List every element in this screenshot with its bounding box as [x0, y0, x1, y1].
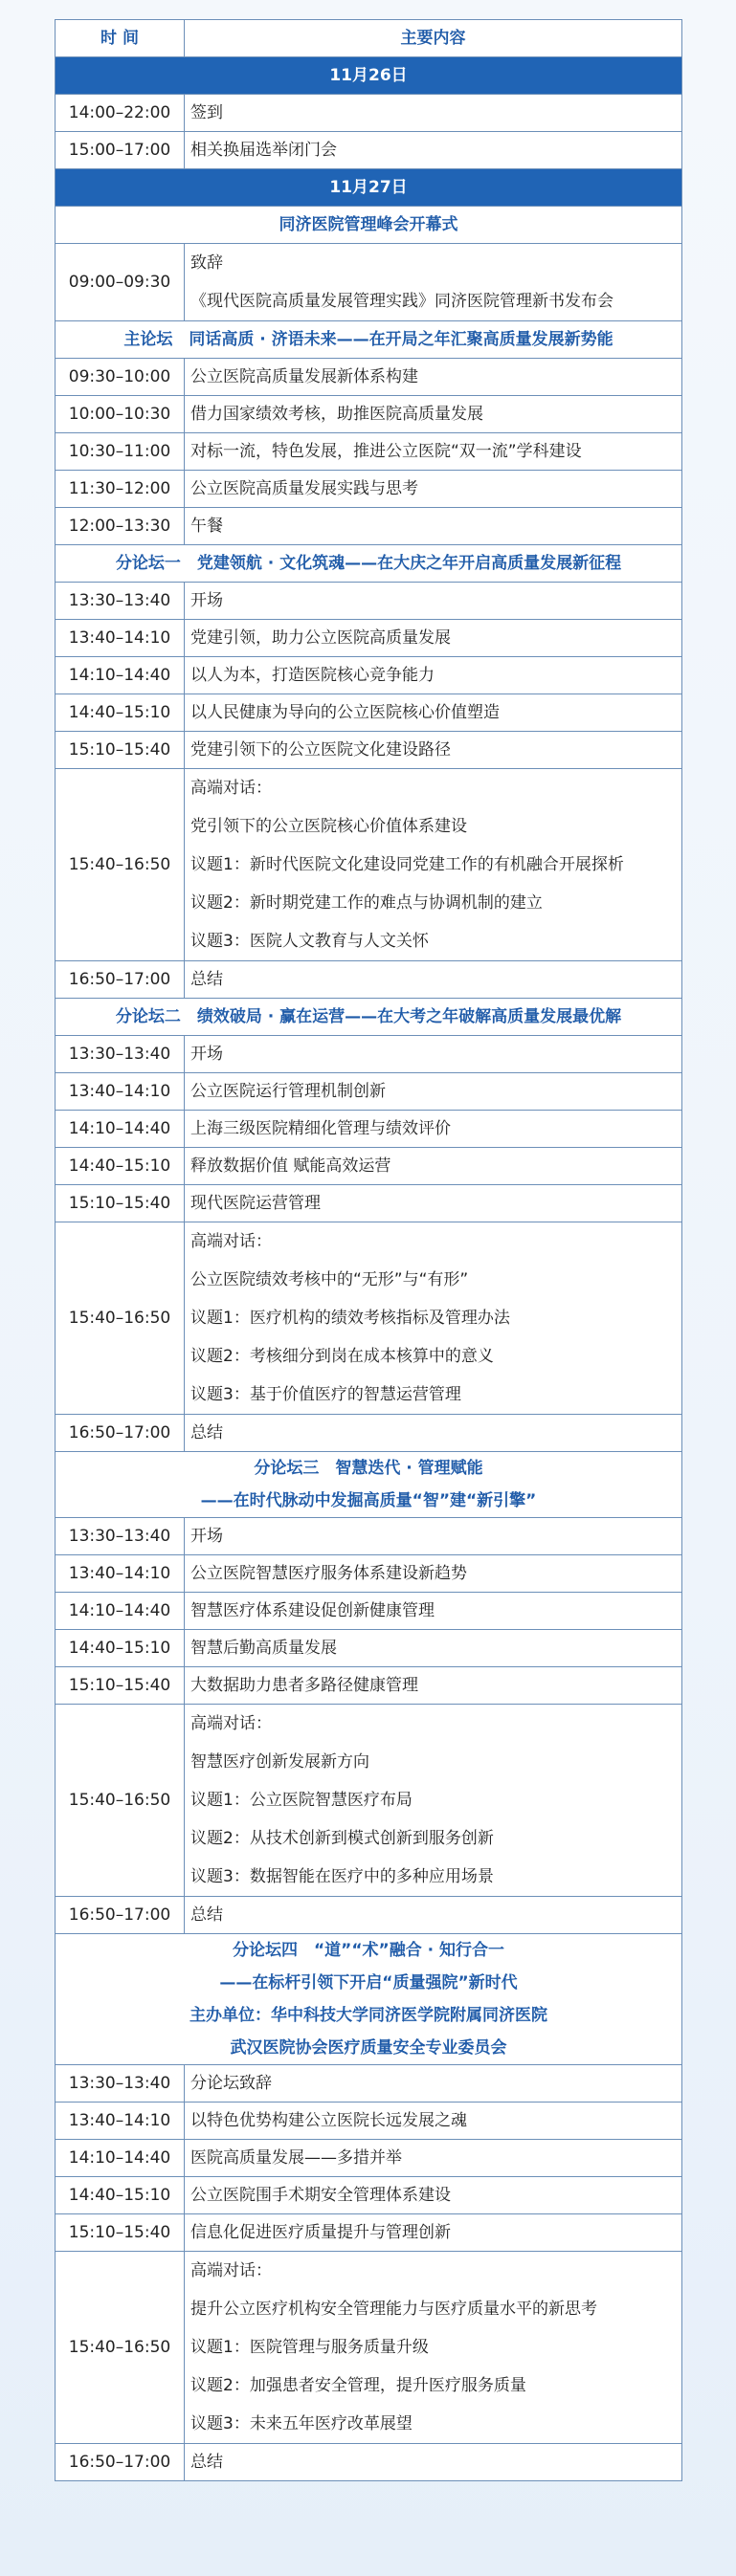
content-cell: 公立医院围手术期安全管理体系建设: [185, 2177, 682, 2214]
time-cell: 14:40–15:10: [56, 1630, 185, 1667]
table-row: [56, 132, 682, 169]
header-row: [56, 20, 682, 57]
table-row: [56, 1593, 682, 1630]
time-cell: 15:40–16:50: [56, 2252, 185, 2444]
section-title: 主论坛 同话高质 · 济语未来——在开局之年汇聚高质量发展新势能: [56, 321, 682, 359]
time-cell: 13:30–13:40: [56, 583, 185, 620]
table-row: [56, 2252, 682, 2444]
content-line: 高端对话：: [190, 2261, 272, 2280]
content-line: 议题1：医疗机构的绩效考核指标及管理办法: [190, 1309, 510, 1328]
content-cell: 总结: [185, 1415, 682, 1452]
content-cell: 智慧后勤高质量发展: [185, 1630, 682, 1667]
section-title: [56, 1934, 682, 2065]
day-label: 11月26日: [56, 57, 682, 95]
section-title-line: 分论坛四 “道”“术”融合 · 知行合一: [233, 1941, 504, 1960]
dialogue-cell: [185, 769, 682, 961]
content-cell: 总结: [185, 2444, 682, 2481]
content-cell: 以特色优势构建公立医院长远发展之魂: [185, 2103, 682, 2140]
dialogue-cell: [185, 1705, 682, 1897]
content-line: 高端对话：: [190, 1232, 272, 1251]
content-line: 议题3：医院人文教育与人文关怀: [190, 932, 429, 951]
content-line: 议题1：新时代医院文化建设同党建工作的有机融合开展探析: [190, 855, 624, 874]
header-time: 时 间: [56, 20, 185, 57]
table-row: [56, 1705, 682, 1897]
section-title: 分论坛二 绩效破局 · 赢在运营——在大考之年破解高质量发展最优解: [56, 999, 682, 1036]
table-row: [56, 694, 682, 732]
time-cell: 15:00–17:00: [56, 132, 185, 169]
time-cell: 14:10–14:40: [56, 1593, 185, 1630]
table-row: [56, 95, 682, 132]
time-cell: 15:10–15:40: [56, 1667, 185, 1705]
content-cell: 上海三级医院精细化管理与绩效评价: [185, 1111, 682, 1148]
content-cell: 现代医院运营管理: [185, 1185, 682, 1222]
time-cell: 16:50–17:00: [56, 1897, 185, 1934]
content-cell: 开场: [185, 1518, 682, 1555]
content-cell: 释放数据价值 赋能高效运营: [185, 1148, 682, 1185]
table-row: [56, 2103, 682, 2140]
section-title-line: ——在标杆引领下开启“质量强院”新时代: [219, 1973, 518, 1993]
time-cell: 10:00–10:30: [56, 396, 185, 433]
table-row: [56, 657, 682, 694]
table-row: [56, 471, 682, 508]
content-line: 高端对话：: [190, 779, 272, 798]
time-cell: 16:50–17:00: [56, 2444, 185, 2481]
content-cell: 党建引领下的公立医院文化建设路径: [185, 732, 682, 769]
table-row: [56, 508, 682, 545]
table-row: [56, 359, 682, 396]
time-cell: 13:30–13:40: [56, 1518, 185, 1555]
section-row: [56, 999, 682, 1036]
content-cell: 以人民健康为导向的公立医院核心价值塑造: [185, 694, 682, 732]
section-row: [56, 545, 682, 583]
table-row: [56, 2140, 682, 2177]
content-cell: 以人为本，打造医院核心竞争能力: [185, 657, 682, 694]
table-row: [56, 1111, 682, 1148]
time-cell: 15:10–15:40: [56, 732, 185, 769]
content-cell: 借力国家绩效考核，助推医院高质量发展: [185, 396, 682, 433]
content-cell: 总结: [185, 961, 682, 999]
table-row: [56, 1897, 682, 1934]
table-row: [56, 1185, 682, 1222]
content-line: 议题2：从技术创新到模式创新到服务创新: [190, 1829, 494, 1848]
table-row: [56, 583, 682, 620]
content-line: 高端对话：: [190, 1714, 272, 1733]
section-row: [56, 321, 682, 359]
time-cell: 11:30–12:00: [56, 471, 185, 508]
table-row: [56, 1148, 682, 1185]
section-title-line: ——在时代脉动中发掘高质量“智”建“新引擎”: [200, 1491, 537, 1510]
table-row: [56, 2065, 682, 2103]
content-line: 《现代医院高质量发展管理实践》同济医院管理新书发布会: [190, 292, 613, 311]
content-line: 智慧医疗创新发展新方向: [190, 1752, 369, 1772]
table-row: [56, 2214, 682, 2252]
time-cell: 12:00–13:30: [56, 508, 185, 545]
table-row: [56, 961, 682, 999]
time-cell: 13:40–14:10: [56, 620, 185, 657]
content-cell: 午餐: [185, 508, 682, 545]
section-title: 分论坛一 党建领航 · 文化筑魂——在大庆之年开启高质量发展新征程: [56, 545, 682, 583]
content-cell: 开场: [185, 1036, 682, 1073]
section-title: 同济医院管理峰会开幕式: [56, 207, 682, 244]
time-cell: 14:10–14:40: [56, 657, 185, 694]
table-row: [56, 396, 682, 433]
time-cell: 15:10–15:40: [56, 1185, 185, 1222]
time-cell: 09:00–09:30: [56, 244, 185, 321]
section-title: [56, 1452, 682, 1518]
day-row: [56, 169, 682, 207]
table-row: [56, 1222, 682, 1415]
time-cell: 15:10–15:40: [56, 2214, 185, 2252]
content-cell: 信息化促进医疗质量提升与管理创新: [185, 2214, 682, 2252]
section-row: [56, 1452, 682, 1518]
content-cell: 开场: [185, 583, 682, 620]
content-cell: 公立医院高质量发展实践与思考: [185, 471, 682, 508]
table-row: [56, 1036, 682, 1073]
section-title-line: 分论坛三 智慧迭代 · 管理赋能: [254, 1459, 483, 1478]
content-line: 议题3：未来五年医疗改革展望: [190, 2414, 413, 2433]
content-cell: 公立医院智慧医疗服务体系建设新趋势: [185, 1555, 682, 1593]
table-row: [56, 620, 682, 657]
table-row: [56, 244, 682, 321]
content-cell: 公立医院高质量发展新体系构建: [185, 359, 682, 396]
content-cell: 智慧医疗体系建设促创新健康管理: [185, 1593, 682, 1630]
time-cell: 14:40–15:10: [56, 1148, 185, 1185]
time-cell: 14:00–22:00: [56, 95, 185, 132]
table-row: [56, 1630, 682, 1667]
time-cell: 15:40–16:50: [56, 769, 185, 961]
time-cell: 14:40–15:10: [56, 694, 185, 732]
time-cell: 13:30–13:40: [56, 1036, 185, 1073]
dialogue-cell: [185, 2252, 682, 2444]
content-cell: 分论坛致辞: [185, 2065, 682, 2103]
section-title-line: 武汉医院协会医疗质量安全专业委员会: [230, 2038, 507, 2058]
time-cell: 16:50–17:00: [56, 1415, 185, 1452]
header-content: 主要内容: [185, 20, 682, 57]
content-cell: 总结: [185, 1897, 682, 1934]
content-line: 议题1：医院管理与服务质量升级: [190, 2338, 429, 2357]
content-line: 议题2：加强患者安全管理，提升医疗服务质量: [190, 2376, 526, 2395]
content-line: 致辞: [190, 253, 223, 273]
time-cell: 14:10–14:40: [56, 1111, 185, 1148]
section-title-line: 主办单位：华中科技大学同济医学院附属同济医院: [190, 2006, 547, 2025]
content-line: 公立医院绩效考核中的“无形”与“有形”: [190, 1270, 469, 1289]
content-line: 议题1：公立医院智慧医疗布局: [190, 1791, 413, 1810]
time-cell: 10:30–11:00: [56, 433, 185, 471]
schedule-table: [55, 19, 682, 2481]
table-row: [56, 2177, 682, 2214]
content-line: 议题3：基于价值医疗的智慧运营管理: [190, 1385, 461, 1404]
content-line: 议题2：考核细分到岗在成本核算中的意义: [190, 1347, 494, 1366]
content-cell: 党建引领，助力公立医院高质量发展: [185, 620, 682, 657]
content-cell: 相关换届选举闭门会: [185, 132, 682, 169]
time-cell: 15:40–16:50: [56, 1222, 185, 1415]
table-row: [56, 1518, 682, 1555]
content-line: 党引领下的公立医院核心价值体系建设: [190, 817, 467, 836]
table-row: [56, 1415, 682, 1452]
content-cell: 签到: [185, 95, 682, 132]
content-line: 议题3：数据智能在医疗中的多种应用场景: [190, 1867, 494, 1886]
dialogue-cell: [185, 1222, 682, 1415]
content-cell: 公立医院运行管理机制创新: [185, 1073, 682, 1111]
day-row: [56, 57, 682, 95]
content-cell: [185, 244, 682, 321]
time-cell: 09:30–10:00: [56, 359, 185, 396]
day-label: 11月27日: [56, 169, 682, 207]
table-row: [56, 769, 682, 961]
time-cell: 14:40–15:10: [56, 2177, 185, 2214]
time-cell: 13:40–14:10: [56, 1555, 185, 1593]
section-row: [56, 1934, 682, 2065]
table-row: [56, 1073, 682, 1111]
time-cell: 14:10–14:40: [56, 2140, 185, 2177]
time-cell: 13:40–14:10: [56, 1073, 185, 1111]
table-row: [56, 2444, 682, 2481]
section-row: [56, 207, 682, 244]
time-cell: 13:40–14:10: [56, 2103, 185, 2140]
table-row: [56, 1667, 682, 1705]
time-cell: 15:40–16:50: [56, 1705, 185, 1897]
table-row: [56, 1555, 682, 1593]
table-row: [56, 433, 682, 471]
time-cell: 16:50–17:00: [56, 961, 185, 999]
content-cell: 医院高质量发展——多措并举: [185, 2140, 682, 2177]
content-line: 议题2：新时期党建工作的难点与协调机制的建立: [190, 893, 543, 913]
table-row: [56, 732, 682, 769]
content-cell: 对标一流，特色发展，推进公立医院“双一流”学科建设: [185, 433, 682, 471]
content-line: 提升公立医疗机构安全管理能力与医疗质量水平的新思考: [190, 2300, 597, 2319]
time-cell: 13:30–13:40: [56, 2065, 185, 2103]
content-cell: 大数据助力患者多路径健康管理: [185, 1667, 682, 1705]
